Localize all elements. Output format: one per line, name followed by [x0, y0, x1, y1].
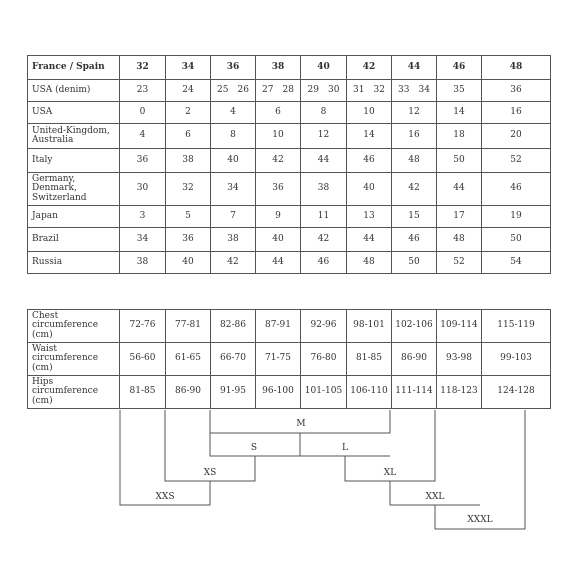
cell-value: 19 — [510, 210, 522, 221]
cell-value: 40 — [272, 233, 284, 244]
cell-value: 40 — [363, 183, 375, 194]
table-cell: 111-114 — [392, 376, 437, 409]
cell-value: 36 — [136, 154, 149, 165]
cell-value: 4 — [139, 130, 146, 141]
row-label: USA — [28, 102, 120, 124]
cell-value: 38 — [227, 233, 239, 244]
table-cell: 99-103 — [482, 343, 551, 376]
header-cell: 40 — [301, 56, 347, 80]
cell-value: 35 — [453, 84, 465, 95]
cell-value: 28 — [282, 84, 294, 95]
cell-value: 46 — [510, 183, 522, 194]
size-xxxl-label: XXXL — [467, 515, 493, 525]
cell-value: 34 — [418, 84, 430, 95]
row-label: United-Kingdom, Australia — [28, 124, 120, 149]
table-cell: 76-80 — [301, 343, 347, 376]
cell-value: 3 — [139, 210, 146, 221]
bracket-xxxl — [435, 410, 525, 529]
cell-value: 32 — [182, 183, 194, 194]
table-cell: 82-86 — [211, 310, 256, 343]
cell-value: 18 — [453, 130, 465, 141]
table-cell: 92-96 — [301, 310, 347, 343]
cell-value: 16 — [408, 130, 420, 141]
table-cell: 72-76 — [120, 310, 166, 343]
cell-value: 46 — [317, 256, 330, 267]
cell-value: 6 — [275, 106, 281, 117]
cell-value: 42 — [408, 183, 420, 194]
cell-value: 36 — [510, 84, 522, 95]
cell-value: 44 — [363, 233, 375, 244]
row-label: Chest circumference (cm) — [28, 310, 120, 343]
table-cell: 81-85 — [120, 376, 166, 409]
cell-value: 12 — [317, 130, 330, 141]
header-cell: 32 — [120, 56, 166, 80]
header-cell: 36 — [211, 56, 256, 80]
cell-value: 6 — [185, 130, 191, 141]
cell-value: 14 — [363, 130, 375, 141]
cell-value: 33 — [398, 84, 410, 95]
cell-value: 10 — [363, 106, 375, 117]
cell-value: 16 — [510, 106, 522, 117]
cell-value: 34 — [136, 233, 149, 244]
cell-value: 27 — [262, 84, 274, 95]
row-label: Brazil — [28, 228, 120, 252]
table-cell: 87-91 — [256, 310, 301, 343]
cell-value: 40 — [227, 154, 239, 165]
row-label: Japan — [28, 206, 120, 228]
table-cell: 61-65 — [166, 343, 211, 376]
table-cell: 77-81 — [166, 310, 211, 343]
cell-value: 12 — [408, 106, 420, 117]
cell-value: 2 — [185, 106, 191, 117]
cell-value: 0 — [139, 106, 146, 117]
table-cell: 106-110 — [347, 376, 392, 409]
cell-value: 7 — [230, 210, 236, 221]
cell-value: 9 — [275, 210, 281, 221]
size-xxs-label: XXS — [155, 492, 175, 502]
size-m-label: M — [296, 419, 306, 429]
cell-value: 14 — [453, 106, 465, 117]
cell-value: 8 — [230, 130, 236, 141]
size-xxl-label: XXL — [425, 492, 445, 502]
cell-value: 48 — [453, 233, 465, 244]
cell-value: 48 — [363, 256, 375, 267]
table-cell: 56-60 — [120, 343, 166, 376]
cell-value: 5 — [185, 210, 191, 221]
table-cell: 98-101 — [347, 310, 392, 343]
cell-value: 46 — [408, 233, 420, 244]
cell-value: 44 — [317, 154, 330, 165]
cell-value: 30 — [136, 183, 149, 194]
header-cell: 38 — [256, 56, 301, 80]
row-label: France / Spain — [28, 56, 120, 80]
cell-value: 42 — [227, 256, 239, 267]
cell-value: 42 — [317, 233, 330, 244]
header-cell: 44 — [392, 56, 437, 80]
size-s-label: S — [250, 443, 258, 453]
table-cell: 115-119 — [482, 310, 551, 343]
cell-value: 23 — [136, 84, 149, 95]
table-cell: 71-75 — [256, 343, 301, 376]
table-cell: 91-95 — [211, 376, 256, 409]
size-xl-label: XL — [383, 468, 397, 478]
cell-value: 54 — [510, 256, 522, 267]
cell-value: 17 — [453, 210, 465, 221]
table-cell: 118-123 — [437, 376, 482, 409]
size-l-label: L — [342, 443, 348, 453]
cell-value: 44 — [272, 256, 284, 267]
table-cell: 66-70 — [211, 343, 256, 376]
row-label: Russia — [28, 252, 120, 274]
cell-value: 36 — [272, 183, 284, 194]
table-cell: 109-114 — [437, 310, 482, 343]
cell-value: 10 — [272, 130, 284, 141]
row-label: Germany, Denmark, Switzerland — [28, 173, 120, 206]
cell-value: 48 — [408, 154, 420, 165]
row-label: Hips circumference (cm) — [28, 376, 120, 409]
cell-value: 8 — [320, 106, 327, 117]
cell-value: 26 — [237, 84, 249, 95]
cell-value: 4 — [230, 106, 236, 117]
table-cell: 86-90 — [166, 376, 211, 409]
cell-value: 52 — [510, 154, 522, 165]
table-cell: 96-100 — [256, 376, 301, 409]
cell-value: 40 — [182, 256, 194, 267]
table-cell: 93-98 — [437, 343, 482, 376]
cell-value: 36 — [182, 233, 194, 244]
header-cell: 34 — [166, 56, 211, 80]
cell-value: 11 — [317, 210, 330, 221]
header-cell: 48 — [482, 56, 551, 80]
cell-value: 46 — [363, 154, 375, 165]
header-cell: 42 — [347, 56, 392, 80]
table-cell: 86-90 — [392, 343, 437, 376]
cell-value: 52 — [453, 256, 465, 267]
cell-value: 20 — [510, 130, 522, 141]
cell-value: 44 — [453, 183, 465, 194]
cell-value: 25 — [217, 84, 229, 95]
header-cell: 46 — [437, 56, 482, 80]
row-label: Italy — [28, 149, 120, 173]
table-cell: 81-85 — [347, 343, 392, 376]
row-label: USA (denim) — [28, 80, 120, 102]
cell-value: 32 — [373, 84, 385, 95]
table-cell: 124-128 — [482, 376, 551, 409]
row-label: Waist circumference (cm) — [28, 343, 120, 376]
cell-value: 30 — [328, 84, 340, 95]
cell-value: 38 — [136, 256, 149, 267]
table-cell: 102-106 — [392, 310, 437, 343]
cell-value: 29 — [307, 84, 319, 95]
cell-value: 15 — [408, 210, 420, 221]
cell-value: 31 — [353, 84, 365, 95]
cell-value: 42 — [272, 154, 284, 165]
cell-value: 38 — [317, 183, 330, 194]
cell-value: 13 — [363, 210, 375, 221]
size-xs-label: XS — [203, 468, 217, 478]
cell-value: 24 — [182, 84, 194, 95]
cell-value: 50 — [510, 233, 522, 244]
table-cell: 101-105 — [301, 376, 347, 409]
cell-value: 34 — [227, 183, 239, 194]
cell-value: 38 — [182, 154, 194, 165]
cell-value: 50 — [453, 154, 465, 165]
cell-value: 50 — [408, 256, 420, 267]
